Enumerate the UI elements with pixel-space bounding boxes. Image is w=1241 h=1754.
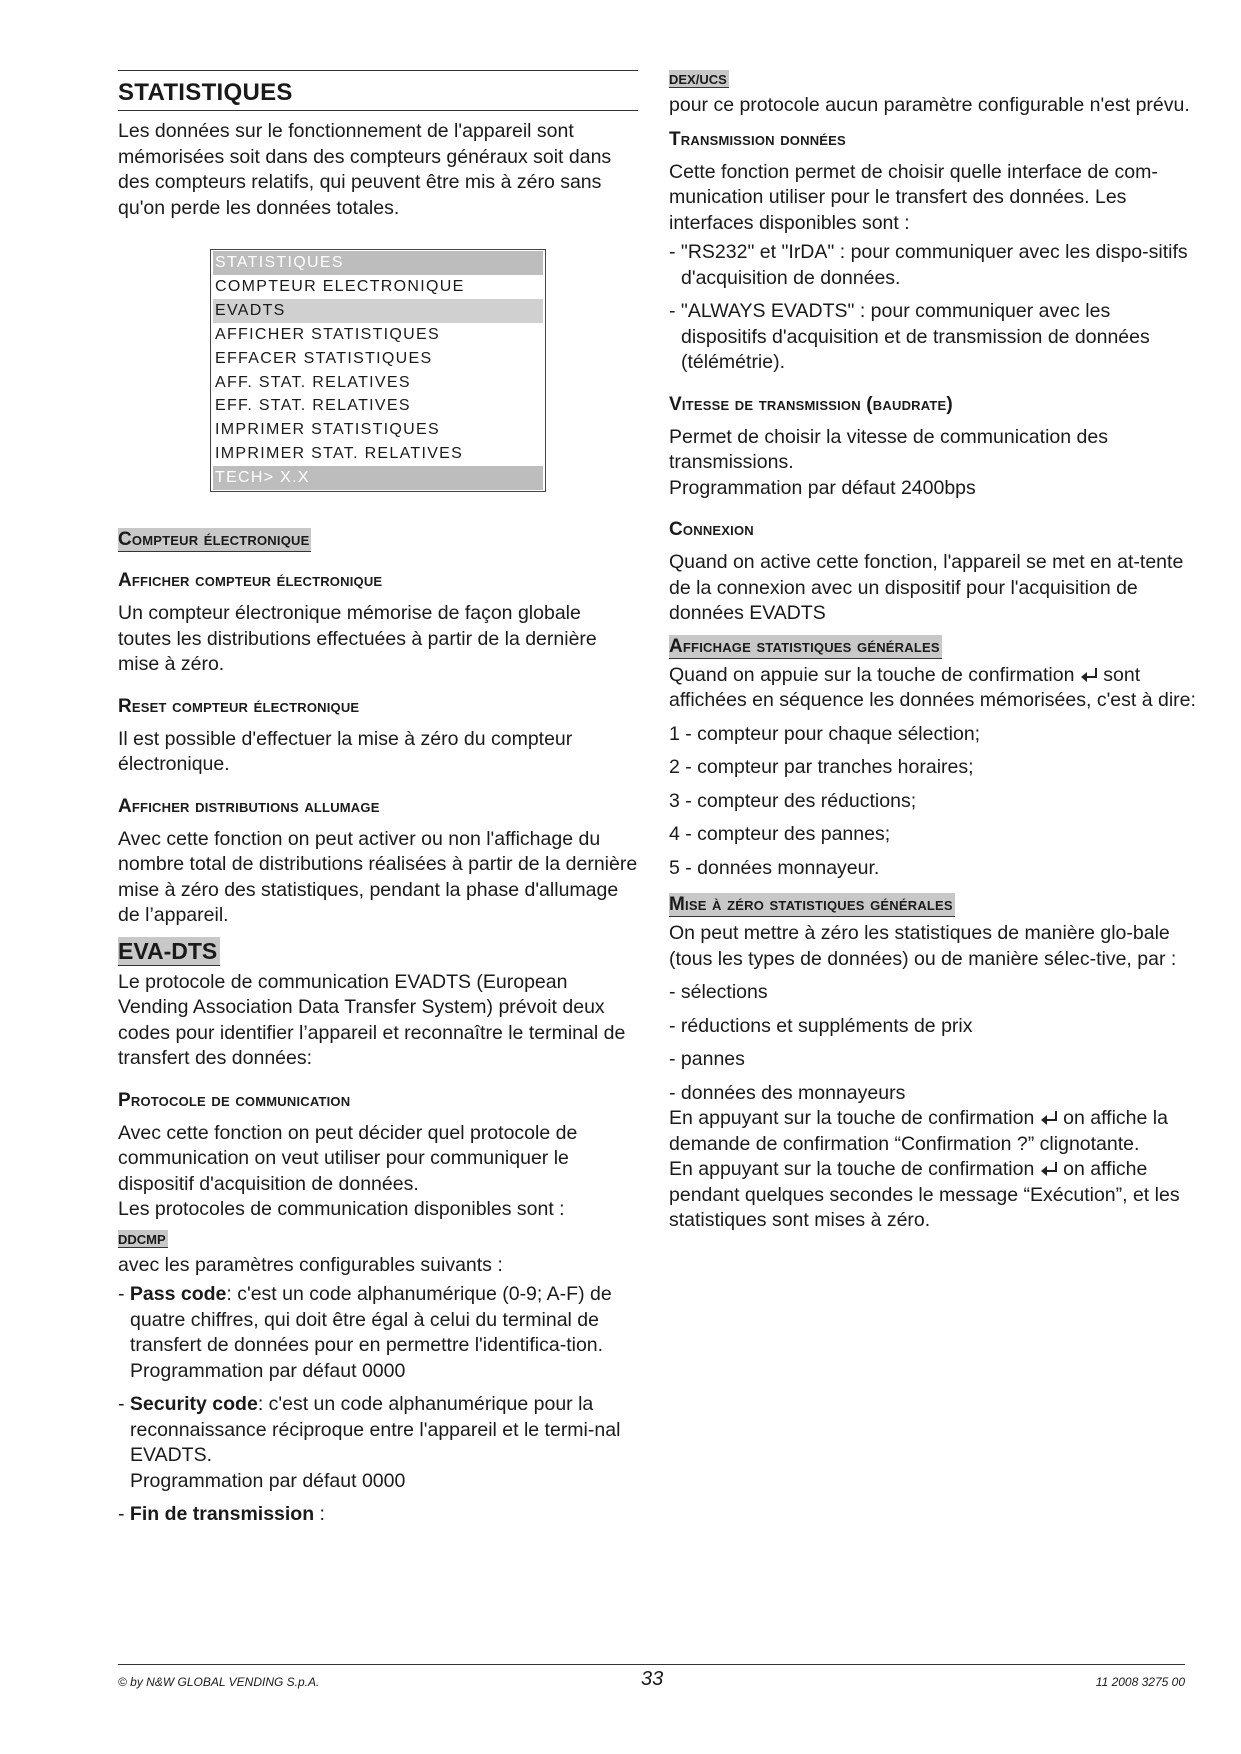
intro-text: Les données sur le fonctionnement de l'appareil sont mémorisées soit dans des compteurs généraux soit dans des compteurs relatifs, qui peuvent être mis à zéro sans qu'on perde les données totales. [118, 120, 612, 219]
page-number: 33 [641, 1668, 664, 1690]
transmission-item-2: - "ALWAYS EVADTS" : pour communiquer avec les dispositifs d'acquisition et de transmission de données (télémétrie). [669, 300, 1150, 373]
fin-transmission-item: - Fin de transmission : [118, 1503, 325, 1526]
menu-item-imprimer-stat-relatives: IMPRIMER STAT. RELATIVES [215, 445, 464, 463]
security-code-text: : c'est un code alphanumérique pour la reconnaissance réciproque entre l'appareil et le termi-nal EVADTS. [130, 1393, 621, 1467]
enter-key-icon [1040, 1161, 1058, 1177]
menu-item-afficher-statistiques: AFFICHER STATISTIQUES [215, 325, 440, 343]
mise-item-4: - données des monnayeurs [669, 1081, 906, 1104]
heading-vitesse: Vitesse de transmission (baudrate) [669, 393, 953, 415]
heading-connexion: Connexion [669, 519, 754, 540]
enter-key-icon [1080, 667, 1098, 683]
menu-item-compteur-electronique: COMPTEUR ELECTRONIQUE [215, 277, 465, 295]
heading-eva-dts: EVA-DTS [118, 937, 220, 966]
menu-item-imprimer-statistiques: IMPRIMER STATISTIQUES [215, 421, 440, 439]
mise-text: On peut mettre à zéro les statistiques de manière glo-bale (tous les types de données) ou de manière sélec-tive, par : [669, 922, 1177, 970]
enter-key-icon [1040, 1110, 1058, 1126]
vitesse-text-2: Programmation par défaut 2400bps [669, 476, 976, 499]
affichage-item-2: 2 - compteur par tranches horaires; [669, 756, 974, 778]
statistics-menu [210, 249, 546, 492]
security-code-default: Programmation par défaut 0000 [130, 1469, 406, 1492]
vitesse-text-1: Permet de choisir la vitesse de communication des transmissions. [669, 425, 1108, 473]
label-ddcmp: DDCMP [118, 1231, 166, 1247]
menu-item-eff-stat-relatives: EFF. STAT. RELATIVES [215, 397, 411, 415]
menu-item-effacer-statistiques: EFFACER STATISTIQUES [215, 349, 433, 367]
dex-text: pour ce protocole aucun paramètre configurable n'est prévu. [669, 94, 1190, 116]
mise-item-3: - pannes [669, 1048, 745, 1070]
page-footer [118, 1664, 1185, 1690]
reset-compteur-text: Il est possible d'effectuer la mise à zéro du compteur électronique. [118, 727, 573, 776]
affichage-item-3: 3 - compteur des réductions; [669, 789, 917, 812]
heading-compteur-electronique: Compteur électronique [118, 529, 310, 551]
pass-code-default: Programmation par défaut 0000 [130, 1359, 406, 1382]
mise-item-2: - réductions et suppléments de prix [669, 1014, 973, 1037]
heading-transmission: Transmission données [669, 128, 846, 150]
heading-afficher-distributions: Afficher distributions allumage [118, 795, 380, 817]
security-code-item: - Security code: c'est un code alphanumérique pour la reconnaissance réciproque entre l'appareil et le termi-nal EVADTS. Programmation par défaut 0000 [118, 1393, 621, 1492]
affichage-item-5: 5 - données monnayeur. [669, 856, 880, 879]
afficher-compteur-text: Un compteur électronique mémorise de façon globale toutes les distributions effectuées à partir de la dernière mise à zéro. [118, 602, 597, 676]
security-code-label: Security code [129, 1393, 258, 1416]
evadts-text: Le protocole de communication EVADTS (European Vending Association Data Transfer System) prévoit deux codes pour identifier l’appareil et reconnaître le terminal de transfert des données: [118, 970, 626, 1070]
mise-item-1: - sélections [669, 981, 768, 1003]
heading-reset-compteur: Reset compteur électronique [118, 695, 360, 717]
protocole-text-2: Les protocoles de communication disponibles sont : [118, 1198, 565, 1221]
confirm-text-2: En appuyant sur la touche de confirmation on affiche pendant quelques secondes le message “Exécution”, et les statistiques sont mises à zéro. [669, 1158, 1180, 1231]
pass-code-text: : c'est un code alphanumérique (0-9; A-F) de quatre chiffres, qui doit être égal à celui du terminal de transfert de données pour en permettre l'identifica-tion. [130, 1283, 612, 1357]
affichage-text: Quand on appuie sur la touche de confirmation sont affichées en séquence les données mémorisées, c'est à dire: [669, 663, 1196, 711]
protocole-text-1: Avec cette fonction on peut décider quel protocole de communication on veut utiliser pour communiquer le dispositif d'acquisition de données. [118, 1121, 578, 1195]
section-title-statistiques: STATISTIQUES [118, 70, 638, 111]
heading-mise-a-zero: Mise à zéro statistiques générales [669, 894, 953, 915]
footer-copyright: © by N&W GLOBAL VENDING S.p.A. [118, 1675, 320, 1689]
menu-item-statistiques: STATISTIQUES [213, 251, 543, 275]
heading-protocole: Protocole de communication [118, 1089, 351, 1111]
allumage-text: Avec cette fonction on peut activer ou non l'affichage du nombre total de distributions réalisées à partir de la dernière mise à zéro des statistiques, pendant la phase d'allumage de l’appareil. [118, 827, 638, 927]
affichage-item-4: 4 - compteur des pannes; [669, 823, 891, 845]
doc-code: 11 2008 3275 00 [1095, 1675, 1185, 1689]
fin-transmission-label: Fin de transmission [129, 1503, 315, 1526]
heading-afficher-compteur: Afficher compteur électronique [118, 570, 383, 592]
transmission-item-1: - "RS232" et "IrDA" : pour communiquer avec les dispo-sitifs d'acquisition de données. [669, 241, 1188, 289]
menu-item-aff-stat-relatives: AFF. STAT. RELATIVES [215, 373, 411, 391]
ddcmp-text: avec les paramètres configurables suivants : [118, 1253, 503, 1276]
menu-item-evadts: EVADTS [213, 299, 543, 323]
label-dex-ucs: DEX/UCS [669, 72, 727, 87]
menu-item-tech: TECH> X.X [213, 466, 543, 490]
right-column [669, 70, 1199, 1234]
left-column [118, 70, 638, 1528]
confirm-text-1: En appuyant sur la touche de confirmation on affiche la demande de confirmation “Confirmation ?” clignotante. [669, 1107, 1168, 1155]
fin-transmission-text: : [314, 1503, 325, 1526]
heading-affichage-statistiques: Affichage statistiques générales [669, 635, 940, 657]
transmission-text: Cette fonction permet de choisir quelle interface de com-munication utiliser pour le transfert des données. Les interfaces disponibles sont : [669, 160, 1158, 234]
connexion-text: Quand on active cette fonction, l'appareil se met en at-tente de la connexion avec un dispositif pour l'acquisition de données EVADTS [669, 551, 1184, 624]
affichage-item-1: 1 - compteur pour chaque sélection; [669, 722, 981, 745]
pass-code-label: Pass code [129, 1283, 227, 1306]
pass-code-item: - Pass code: c'est un code alphanumérique (0-9; A-F) de quatre chiffres, qui doit être égal à celui du terminal de transfert de données pour en permettre l'identifica-tion. Programmation par défaut 0000 [118, 1283, 612, 1382]
